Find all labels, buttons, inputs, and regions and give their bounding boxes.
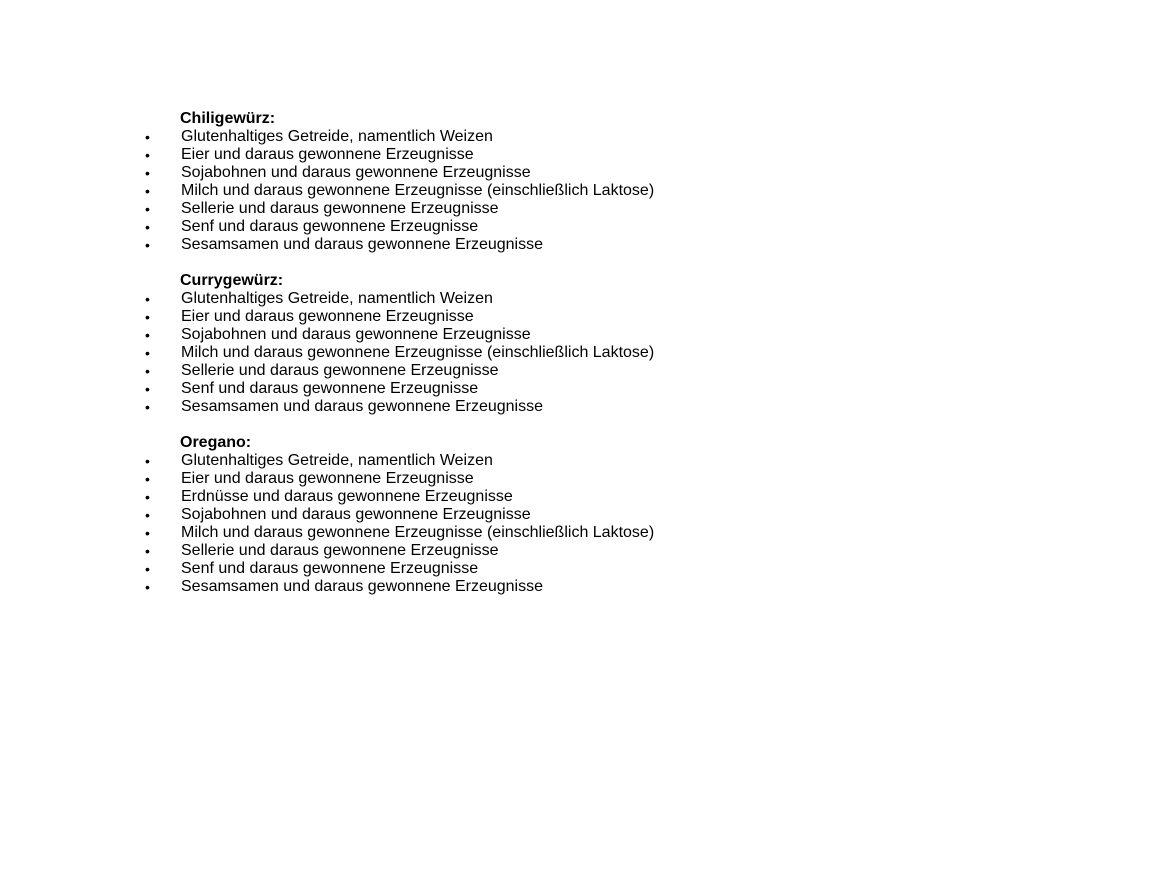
bullet-icon: • bbox=[145, 219, 150, 235]
bullet-icon: • bbox=[145, 489, 150, 505]
list-item bbox=[0, 362, 1160, 380]
bullet-icon: • bbox=[145, 327, 150, 343]
list-item bbox=[0, 164, 1160, 182]
list-item bbox=[0, 506, 1160, 524]
list-item-text: Sesamsamen und daraus gewonnene Erzeugnisse bbox=[181, 578, 544, 595]
list-item bbox=[0, 308, 1160, 326]
list-item-text: Erdnüsse und daraus gewonnene Erzeugnisse bbox=[181, 488, 513, 505]
list-item bbox=[0, 182, 1160, 200]
bullet-icon: • bbox=[145, 381, 150, 397]
list-item bbox=[0, 398, 1160, 416]
list-item bbox=[0, 344, 1160, 362]
list-item bbox=[0, 488, 1160, 506]
list-item bbox=[0, 236, 1160, 254]
bullet-icon: • bbox=[145, 399, 150, 415]
list-item-text: Sellerie und daraus gewonnene Erzeugnisse bbox=[181, 200, 499, 217]
list-item-text: Sojabohnen und daraus gewonnene Erzeugnisse bbox=[181, 506, 531, 523]
section-heading: Chiligewürz: bbox=[180, 110, 276, 127]
list-item bbox=[0, 326, 1160, 344]
list-item-text: Senf und daraus gewonnene Erzeugnisse bbox=[181, 218, 479, 235]
list-item bbox=[0, 578, 1160, 596]
list-item-text: Sellerie und daraus gewonnene Erzeugnisse bbox=[181, 542, 499, 559]
bullet-icon: • bbox=[145, 543, 150, 559]
list-item bbox=[0, 560, 1160, 578]
list-item-text: Sesamsamen und daraus gewonnene Erzeugnisse bbox=[181, 398, 544, 415]
bullet-icon: • bbox=[145, 453, 150, 469]
list-item-text: Senf und daraus gewonnene Erzeugnisse bbox=[181, 380, 479, 397]
bullet-icon: • bbox=[145, 579, 150, 595]
list-item bbox=[0, 290, 1160, 308]
allergen-document bbox=[0, 110, 1160, 614]
list-item bbox=[0, 128, 1160, 146]
list-item bbox=[0, 380, 1160, 398]
list-item-text: Glutenhaltiges Getreide, namentlich Weizen bbox=[181, 128, 493, 145]
list-item-text: Milch und daraus gewonnene Erzeugnisse (einschließlich Laktose) bbox=[181, 344, 655, 361]
list-item bbox=[0, 470, 1160, 488]
list-item bbox=[0, 524, 1160, 542]
list-item-text: Sojabohnen und daraus gewonnene Erzeugnisse bbox=[181, 326, 531, 343]
list-item-text: Sojabohnen und daraus gewonnene Erzeugnisse bbox=[181, 164, 531, 181]
bullet-icon: • bbox=[145, 561, 150, 577]
list-item-text: Glutenhaltiges Getreide, namentlich Weizen bbox=[181, 290, 493, 307]
list-item-text: Milch und daraus gewonnene Erzeugnisse (einschließlich Laktose) bbox=[181, 524, 655, 541]
list-item bbox=[0, 452, 1160, 470]
list-item-text: Milch und daraus gewonnene Erzeugnisse (einschließlich Laktose) bbox=[181, 182, 655, 199]
allergen-list bbox=[0, 290, 1160, 416]
list-item-text: Sesamsamen und daraus gewonnene Erzeugnisse bbox=[181, 236, 544, 253]
allergen-list bbox=[0, 452, 1160, 596]
bullet-icon: • bbox=[145, 345, 150, 361]
bullet-icon: • bbox=[145, 291, 150, 307]
section-heading: Currygewürz: bbox=[180, 272, 284, 289]
allergen-section bbox=[0, 272, 1160, 416]
allergen-list bbox=[0, 128, 1160, 254]
allergen-section bbox=[0, 434, 1160, 596]
bullet-icon: • bbox=[145, 129, 150, 145]
list-item-text: Eier und daraus gewonnene Erzeugnisse bbox=[181, 146, 474, 163]
list-item bbox=[0, 146, 1160, 164]
list-item bbox=[0, 200, 1160, 218]
bullet-icon: • bbox=[145, 525, 150, 541]
list-item-text: Glutenhaltiges Getreide, namentlich Weizen bbox=[181, 452, 493, 469]
list-item-text: Eier und daraus gewonnene Erzeugnisse bbox=[181, 308, 474, 325]
bullet-icon: • bbox=[145, 237, 150, 253]
bullet-icon: • bbox=[145, 309, 150, 325]
bullet-icon: • bbox=[145, 183, 150, 199]
bullet-icon: • bbox=[145, 363, 150, 379]
list-item-text: Eier und daraus gewonnene Erzeugnisse bbox=[181, 470, 474, 487]
bullet-icon: • bbox=[145, 165, 150, 181]
allergen-section bbox=[0, 110, 1160, 254]
bullet-icon: • bbox=[145, 201, 150, 217]
list-item-text: Senf und daraus gewonnene Erzeugnisse bbox=[181, 560, 479, 577]
bullet-icon: • bbox=[145, 147, 150, 163]
list-item-text: Sellerie und daraus gewonnene Erzeugnisse bbox=[181, 362, 499, 379]
list-item bbox=[0, 542, 1160, 560]
bullet-icon: • bbox=[145, 507, 150, 523]
section-heading: Oregano: bbox=[180, 434, 252, 451]
bullet-icon: • bbox=[145, 471, 150, 487]
list-item bbox=[0, 218, 1160, 236]
